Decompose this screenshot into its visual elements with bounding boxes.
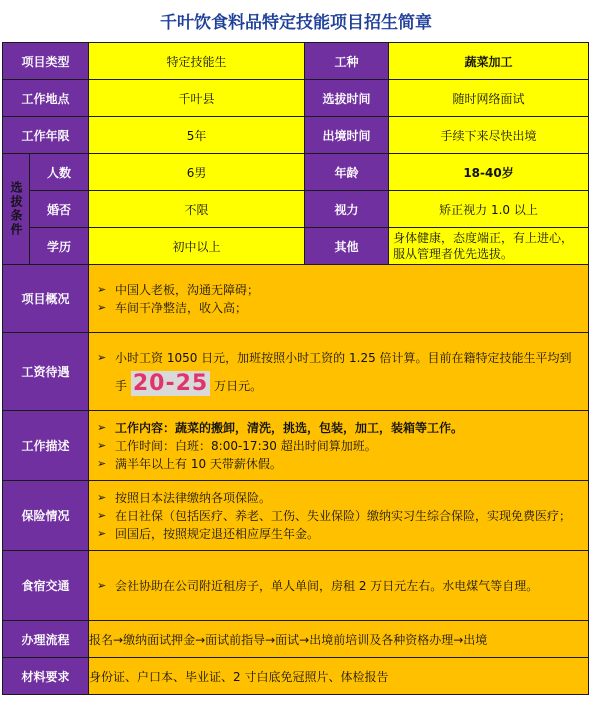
- project-type-value: 特定技能生: [89, 43, 305, 80]
- selection-conditions-text: 选拔条件: [9, 181, 23, 237]
- housing-label: 食宿交通: [3, 551, 89, 621]
- marriage-label: 婚否: [30, 191, 89, 228]
- location-label: 工作地点: [3, 80, 89, 117]
- other-label: 其他: [305, 228, 389, 265]
- interview-label: 选拔时间: [305, 80, 389, 117]
- count-label: 人数: [30, 154, 89, 191]
- overview-item: ➢ 中国人老板，沟通无障碍；: [97, 281, 582, 299]
- years-label: 工作年限: [3, 117, 89, 154]
- project-type-label: 项目类型: [3, 43, 89, 80]
- overview-label: 项目概况: [3, 265, 89, 333]
- salary-amount: 20-25: [132, 370, 209, 396]
- count-value: 6男: [89, 154, 305, 191]
- housing-content: [89, 551, 589, 621]
- salary-suffix: 万日元。: [214, 378, 263, 393]
- overview-content: [89, 265, 589, 333]
- salary-line1: 小时工资 1050 日元，加班按照小时工资的 1.25 倍计算。目前在籍特定技能生平均到: [115, 350, 572, 365]
- departure-value: 手续下来尽快出境: [389, 117, 589, 154]
- education-label: 学历: [30, 228, 89, 265]
- materials-value: 身份证、户口本、毕业证、2 寸白底免冠照片、体检报告: [89, 658, 589, 695]
- location-value: 千叶县: [89, 80, 305, 117]
- salary-item: [97, 345, 582, 399]
- housing-item: ➢ 会社协助在公司附近租房子，单人单间，房租 2 万日元左右。水电煤气等自理。: [97, 577, 582, 595]
- other-value: 身体健康，态度端正，有上进心，服从管理者优先选拔。: [389, 228, 589, 265]
- recruitment-table: [2, 42, 589, 695]
- marriage-value: 不限: [89, 191, 305, 228]
- selection-conditions-label: [3, 154, 30, 265]
- salary-prefix: 手: [115, 378, 128, 393]
- page-title: 千叶饮食料品特定技能项目招生简章: [160, 12, 432, 33]
- insurance-content: [89, 481, 589, 551]
- age-value: 18-40岁: [389, 154, 589, 191]
- interview-value: 随时网络面试: [389, 80, 589, 117]
- job-desc-item: ➢ 工作时间：白班：8:00-17:30 超出时间算加班。: [97, 437, 582, 455]
- education-value: 初中以上: [89, 228, 305, 265]
- salary-content: [89, 333, 589, 411]
- job-desc-content: [89, 411, 589, 481]
- departure-label: 出境时间: [305, 117, 389, 154]
- materials-label: 材料要求: [3, 658, 89, 695]
- job-desc-item: ➢ 工作内容：蔬菜的搬卸，清洗，挑选，包装，加工，装箱等工作。: [97, 419, 582, 437]
- insurance-item: ➢ 回国后，按照规定退还相应厚生年金。: [97, 525, 582, 543]
- insurance-label: 保险情况: [3, 481, 89, 551]
- job-type-label: 工种: [305, 43, 389, 80]
- overview-item: ➢ 车间干净整洁，收入高；: [97, 299, 582, 317]
- salary-label: 工资待遇: [3, 333, 89, 411]
- insurance-item: ➢ 在日社保（包括医疗、养老、工伤、失业保险）缴纳实习生综合保险，实现免费医疗；: [97, 507, 582, 525]
- vision-label: 视力: [305, 191, 389, 228]
- vision-value: 矫正视力 1.0 以上: [389, 191, 589, 228]
- process-value: 报名→缴纳面试押金→面试前指导→面试→出境前培训及各种资格办理→出境: [89, 621, 589, 658]
- years-value: 5年: [89, 117, 305, 154]
- insurance-item: ➢ 按照日本法律缴纳各项保险。: [97, 489, 582, 507]
- process-label: 办理流程: [3, 621, 89, 658]
- job-type-value: 蔬菜加工: [389, 43, 589, 80]
- job-desc-item: ➢ 满半年以上有 10 天带薪休假。: [97, 455, 582, 473]
- age-label: 年龄: [305, 154, 389, 191]
- job-desc-label: 工作描述: [3, 411, 89, 481]
